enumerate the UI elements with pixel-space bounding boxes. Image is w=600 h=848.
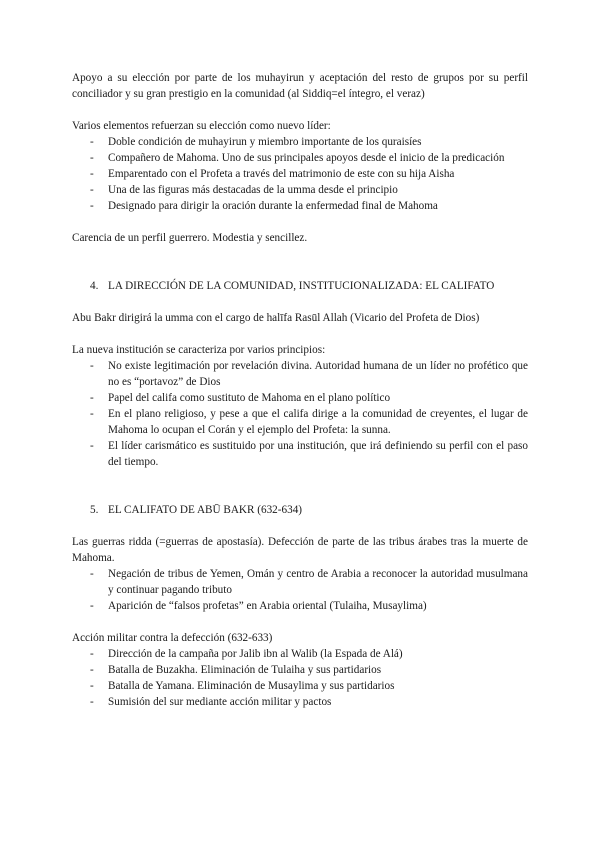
list-item <box>72 182 528 198</box>
dash-marker: - <box>90 360 94 372</box>
ridda-intro: Las guerras ridda (=guerras de apostasía). Defección de parte de las tribus árabes tras la muerte de Mahoma. <box>72 536 528 564</box>
dash-marker: - <box>90 680 94 692</box>
list-item <box>72 566 528 598</box>
list-item <box>72 598 528 614</box>
list-item-text: Dirección de la campaña por Jalib ibn al Walib (la Espada de Alá) <box>108 648 403 660</box>
paragraph-abu-bakr-title: Abu Bakr dirigirá la umma con el cargo de halīfa Rasūl Allah (Vicario del Profeta de Dios) <box>72 312 480 324</box>
list-item-text: Emparentado con el Profeta a través del matrimonio de este con su hija Aisha <box>108 168 455 180</box>
dash-marker: - <box>90 392 94 404</box>
dash-marker: - <box>90 200 94 212</box>
list-item-text: Aparición de “falsos profetas” en Arabia oriental (Tulaiha, Musaylima) <box>108 600 427 612</box>
list-item-text: El líder carismático es sustituido por una institución, que irá definiendo su perfil con el paso del tiempo. <box>108 440 528 468</box>
dash-marker: - <box>90 136 94 148</box>
ridda-section <box>72 534 528 614</box>
list-item <box>72 150 528 166</box>
list-item-text: En el plano religioso, y pese a que el califa dirige a la comunidad de creyentes, el lugar de Mahoma lo ocupan el Corán y el ejemplo del Profeta: la sunna. <box>108 408 528 436</box>
list-item-text: Batalla de Yamana. Eliminación de Musaylima y sus partidarios <box>108 680 395 692</box>
section-4-number: 4. <box>90 280 99 292</box>
dash-marker: - <box>90 664 94 676</box>
list-item-text: Designado para dirigir la oración durante la enfermedad final de Mahoma <box>108 200 438 212</box>
dash-marker: - <box>90 600 94 612</box>
section-5-number: 5. <box>90 504 99 516</box>
dash-marker: - <box>90 168 94 180</box>
list-item-text: No existe legitimación por revelación divina. Autoridad humana de un líder no profético que no es “portavoz” de Dios <box>108 360 528 388</box>
elements-intro: Varios elementos refuerzan su elección como nuevo líder: <box>72 120 331 132</box>
paragraph-modesty: Carencia de un perfil guerrero. Modestia y sencillez. <box>72 232 308 244</box>
list-item-text: Negación de tribus de Yemen, Omán y centro de Arabia a reconocer la autoridad musulmana y continuar pagando tributo <box>108 568 528 596</box>
institution-intro: La nueva institución se caracteriza por varios principios: <box>72 344 326 356</box>
section-4-heading <box>72 278 528 294</box>
dash-marker: - <box>90 648 94 660</box>
military-section <box>72 630 528 710</box>
list-item <box>72 646 528 662</box>
dash-marker: - <box>90 152 94 164</box>
section-4-title: LA DIRECCIÓN DE LA COMUNIDAD, INSTITUCIONALIZADA: EL CALIFATO <box>108 280 495 292</box>
list-item <box>72 390 528 406</box>
military-intro: Acción militar contra la defección (632-633) <box>72 632 273 644</box>
list-item-text: Papel del califa como sustituto de Mahoma en el plano político <box>108 392 391 404</box>
military-list <box>72 646 528 710</box>
list-item <box>72 358 528 390</box>
dash-marker: - <box>90 184 94 196</box>
list-item <box>72 694 528 710</box>
list-item <box>72 406 528 438</box>
list-item-text: Sumisión del sur mediante acción militar y pactos <box>108 696 332 708</box>
list-item-text: Compañero de Mahoma. Uno de sus principales apoyos desde el inicio de la predicación <box>108 152 505 164</box>
elements-list <box>72 134 528 214</box>
dash-marker: - <box>90 696 94 708</box>
dash-marker: - <box>90 568 94 580</box>
paragraph-election-support: Apoyo a su elección por parte de los muhayirun y aceptación del resto de grupos por su perfil conciliador y su gran prestigio en la comunidad (al Siddiq=el íntegro, el veraz) <box>72 72 528 100</box>
list-item <box>72 438 528 470</box>
dash-marker: - <box>90 440 94 452</box>
list-item <box>72 134 528 150</box>
list-item-text: Una de las figuras más destacadas de la umma desde el principio <box>108 184 398 196</box>
section-5-heading <box>72 502 528 518</box>
list-item <box>72 662 528 678</box>
list-item <box>72 166 528 182</box>
institution-section <box>72 342 528 470</box>
document-page <box>72 70 528 710</box>
list-item-text: Doble condición de muhayirun y miembro importante de los quraisíes <box>108 136 422 148</box>
ridda-list <box>72 566 528 614</box>
list-item-text: Batalla de Buzakha. Eliminación de Tulaiha y sus partidarios <box>108 664 382 676</box>
elements-section <box>72 118 528 214</box>
dash-marker: - <box>90 408 94 420</box>
list-item <box>72 678 528 694</box>
institution-list <box>72 358 528 470</box>
section-5-title: EL CALIFATO DE ABŪ BAKR (632-634) <box>108 504 303 516</box>
list-item <box>72 198 528 214</box>
